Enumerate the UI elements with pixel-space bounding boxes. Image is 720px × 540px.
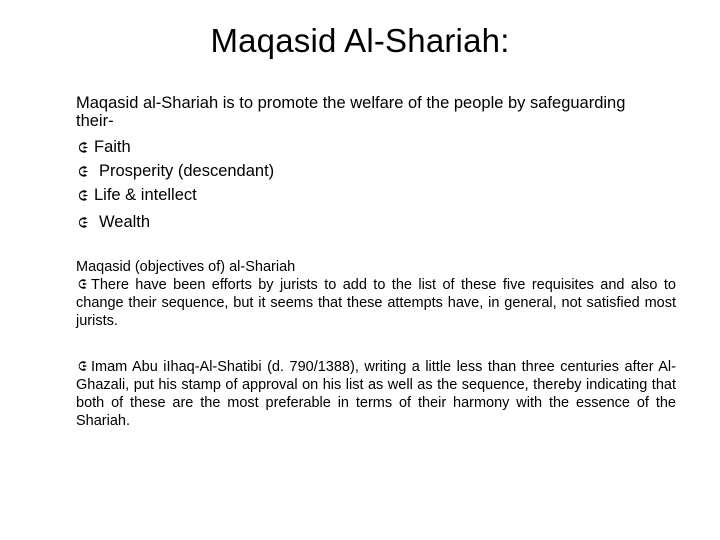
- c-arrow-bullet-icon: [76, 189, 89, 202]
- bullet-label: Wealth: [99, 212, 151, 231]
- intro-text: Maqasid al-Shariah is to promote the welfare of the people by safeguarding their-: [76, 94, 626, 130]
- bullet-label: Faith: [94, 137, 131, 156]
- slide-title: Maqasid Al-Shariah:: [210, 22, 510, 59]
- bullet-label: Prosperity (descendant): [99, 161, 275, 180]
- c-arrow-bullet-icon: [76, 165, 89, 178]
- bullet-item-life-intellect: [76, 183, 274, 207]
- section-paragraph-text: Imam Abu iIhaq-Al-Shatibi (d. 790/1388), writing a little less than three centuries after Al-Ghazali, put his stamp of approval on his list as well as the sequence, thereby indicating that both of these are the most preferable in terms of their harmony with the essence of the Shariah.: [76, 359, 676, 429]
- c-arrow-bullet-icon: [76, 360, 88, 372]
- c-arrow-bullet-icon: [76, 216, 89, 229]
- bullet-label: Life & intellect: [94, 185, 197, 204]
- c-arrow-bullet-icon: [76, 141, 89, 154]
- section-heading: Maqasid (objectives of) al-Shariah: [76, 259, 296, 275]
- objectives-section: [76, 258, 676, 330]
- section-paragraph: [76, 276, 676, 330]
- bullet-list: [76, 135, 274, 237]
- bullet-item-wealth: [76, 207, 274, 237]
- bullet-item-faith: [76, 135, 274, 159]
- section-paragraph: [76, 358, 676, 430]
- c-arrow-bullet-icon: [76, 278, 88, 290]
- bullet-item-prosperity: [76, 159, 274, 183]
- shatibi-section: [76, 358, 676, 430]
- section-paragraph-text: There have been efforts by jurists to add to the list of these five requisites and also to change their sequence, but it seems that these attempts have, in general, not satisfied most jurists.: [76, 277, 676, 329]
